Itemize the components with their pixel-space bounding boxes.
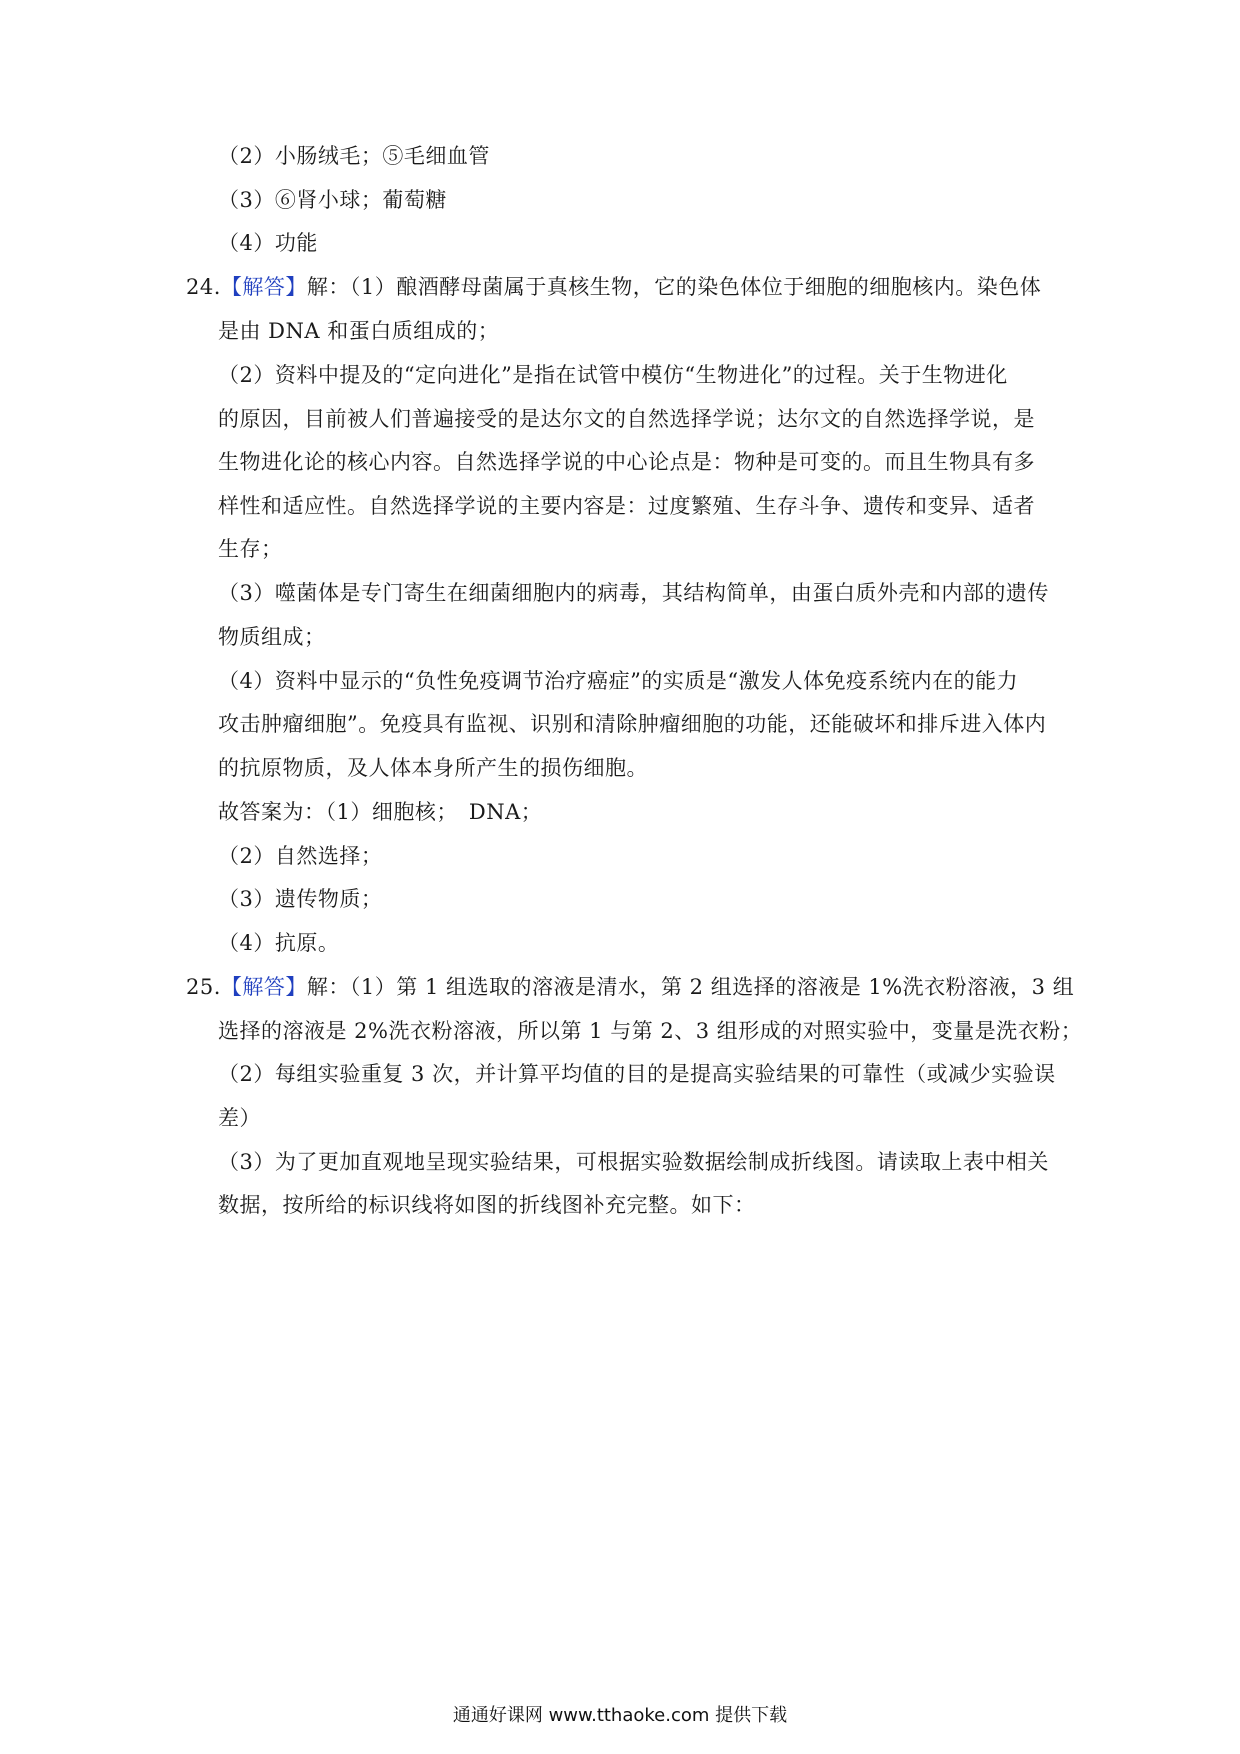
q24-first-line: [186, 272, 1041, 302]
q24-answer-summary: 故答案为：（1）细胞核； DNA；: [218, 800, 543, 824]
q24-line: 样性和适应性。自然选择学说的主要内容是：过度繁殖、生存斗争、遗传和变异、适者: [218, 494, 1035, 518]
q24-line: 攻击肿瘤细胞”。免疫具有监视、识别和清除肿瘤细胞的功能，还能破坏和排斥进入体内: [218, 712, 1047, 736]
q24-line: 生物进化论的核心内容。自然选择学说的中心论点是：物种是可变的。而且生物具有多: [218, 450, 1035, 474]
q25-answer-tag: 【解答】: [220, 975, 307, 999]
q24-line: （2）资料中提及的“定向进化”是指在试管中模仿“生物进化”的过程。关于生物进化: [218, 363, 1008, 387]
q25-line: 选择的溶液是 2%洗衣粉溶液，所以第 1 与第 2、3 组形成的对照实验中，变量是洗衣粉；: [218, 1019, 1083, 1043]
q24-answer-line: （4）抗原。: [218, 931, 340, 955]
q25-first-line: [186, 972, 1074, 1002]
answer-line-3: （3）⑥肾小球；葡萄糖: [218, 188, 447, 212]
q25-line: （2）每组实验重复 3 次，并计算平均值的目的是提高实验结果的可靠性（或减少实验误: [218, 1062, 1056, 1086]
q24-answer-line: （2）自然选择；: [218, 844, 383, 868]
q24-line: 的原因，目前被人们普遍接受的是达尔文的自然选择学说；达尔文的自然选择学说，是: [218, 407, 1035, 431]
q25-line: 差）: [218, 1106, 261, 1130]
q24-number: 24.: [186, 275, 221, 299]
q25-line: （3）为了更加直观地呈现实验结果，可根据实验数据绘制成折线图。请读取上表中相关: [218, 1150, 1049, 1174]
q25-number: 25.: [186, 975, 221, 999]
q25-first-text: 解：（1）第 1 组选取的溶液是清水，第 2 组选择的溶液是 1%洗衣粉溶液，3 组: [306, 975, 1075, 999]
q25-line: 数据，按所给的标识线将如图的折线图补充完整。如下：: [218, 1193, 756, 1217]
q24-line: （3）噬菌体是专门寄生在细菌细胞内的病毒，其结构简单，由蛋白质外壳和内部的遗传: [218, 581, 1049, 605]
q24-answer-line: （3）遗传物质；: [218, 887, 383, 911]
q24-line: 生存；: [218, 537, 283, 561]
answer-line-4: （4）功能: [218, 231, 318, 255]
q24-line: 是由 DNA 和蛋白质组成的；: [218, 319, 500, 343]
q24-answer-tag: 【解答】: [220, 275, 307, 299]
q24-first-text: 解：（1）酿酒酵母菌属于真核生物，它的染色体位于细胞的细胞核内。染色体: [306, 275, 1042, 299]
q24-line: 物质组成；: [218, 625, 326, 649]
answer-line-2: （2）小肠绒毛；⑤毛细血管: [218, 144, 490, 168]
q24-line: 的抗原物质，及人体本身所产生的损伤细胞。: [218, 756, 648, 780]
page-footer: 通通好课网 www.tthaoke.com 提供下载: [452, 1705, 788, 1726]
q24-line: （4）资料中显示的“负性免疫调节治疗癌症”的实质是“激发人体免疫系统内在的能力: [218, 669, 1019, 693]
